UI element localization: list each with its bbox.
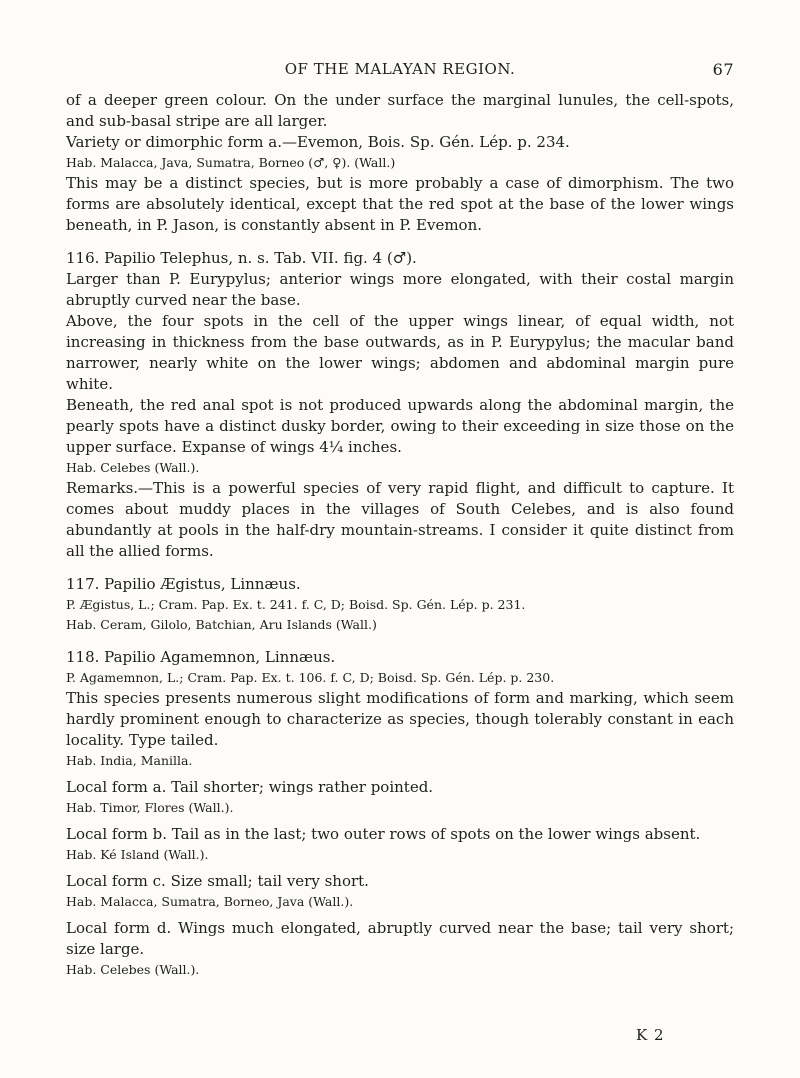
habitat-line: Hab. Timor, Flores (Wall.). (66, 800, 234, 815)
paragraph: Remarks.—This is a powerful species of very rapid flight, and difficult to capture. It comes about muddy places in the villages of South Celebes, and is also found abundantly at pools in the half-dry mountain-streams. I consider it quite distinct from all the allied forms. (66, 479, 734, 560)
paragraph: This species presents numerous slight modifications of form and marking, which seem hardly prominent enough to characterize as species, though tolerably constant in each locality. Type tailed. (66, 689, 734, 749)
paragraph: Local form d. Wings much elongated, abruptly curved near the base; tail very short; size large. (66, 919, 734, 958)
habitat-line: Hab. Ké Island (Wall.). (66, 847, 209, 862)
paragraph: Local form b. Tail as in the last; two outer rows of spots on the lower wings absent. (66, 825, 701, 843)
habitat-line: Hab. Celebes (Wall.). (66, 962, 200, 977)
reference-line: P. Ægistus, L.; Cram. Pap. Ex. t. 241. f. C, D; Boisd. Sp. Gén. Lép. p. 231. (66, 597, 526, 612)
habitat-line: Hab. India, Manilla. (66, 753, 193, 768)
page-number: 67 (712, 60, 734, 79)
paragraph: Local form c. Size small; tail very short. (66, 872, 369, 890)
section-gap (66, 236, 734, 248)
paragraph: 118. Papilio Agamemnon, Linnæus. (66, 648, 336, 666)
habitat-line: Hab. Celebes (Wall.). (66, 460, 200, 475)
habitat-line: Hab. Malacca, Sumatra, Borneo, Java (Wall.). (66, 894, 354, 909)
paragraph: Beneath, the red anal spot is not produced upwards along the abdominal margin, the pearly spots have a distinct dusky border, owing to their exceeding in size those on the upper surface. Expanse of wings 4¼ inches. (66, 396, 734, 456)
habitat-line: Hab. Malacca, Java, Sumatra, Borneo (♂, ♀). (Wall.) (66, 155, 396, 170)
paragraph: Larger than P. Eurypylus; anterior wings more elongated, with their costal margin abruptly curved near the base. (66, 270, 734, 309)
paragraph: 117. Papilio Ægistus, Linnæus. (66, 575, 301, 593)
paragraph: of a deeper green colour. On the under surface the marginal lunules, the cell-spots, and sub-basal stripe are all larger. (66, 91, 734, 130)
paragraph: Above, the four spots in the cell of the upper wings linear, of equal width, not increasing in thickness from the base outwards, as in P. Eurypylus; the macular band narrower, nearly white on the lower wings; abdomen and abdominal margin pure white. (66, 312, 734, 393)
paragraph: 116. Papilio Telephus, n. s. Tab. VII. fig. 4 (♂). (66, 249, 417, 267)
reference-line: P. Agamemnon, L.; Cram. Pap. Ex. t. 106. f. C, D; Boisd. Sp. Gén. Lép. p. 230. (66, 670, 555, 685)
paragraph: Local form a. Tail shorter; wings rather pointed. (66, 778, 434, 796)
page-body (66, 90, 734, 980)
running-title: OF THE MALAYAN REGION. (284, 60, 516, 78)
section-gap (66, 562, 734, 574)
signature-mark: K 2 (636, 1026, 665, 1044)
paragraph: Variety or dimorphic form a.—Evemon, Bois. Sp. Gén. Lép. p. 234. (66, 133, 570, 151)
section-gap (66, 635, 734, 647)
running-header (66, 60, 734, 80)
habitat-line: Hab. Ceram, Gilolo, Batchian, Aru Islands (Wall.) (66, 617, 377, 632)
paragraph: This may be a distinct species, but is more probably a case of dimorphism. The two forms are absolutely identical, except that the red spot at the base of the lower wings beneath, in P. Jason, is constantly absent in P. Evemon. (66, 174, 734, 234)
